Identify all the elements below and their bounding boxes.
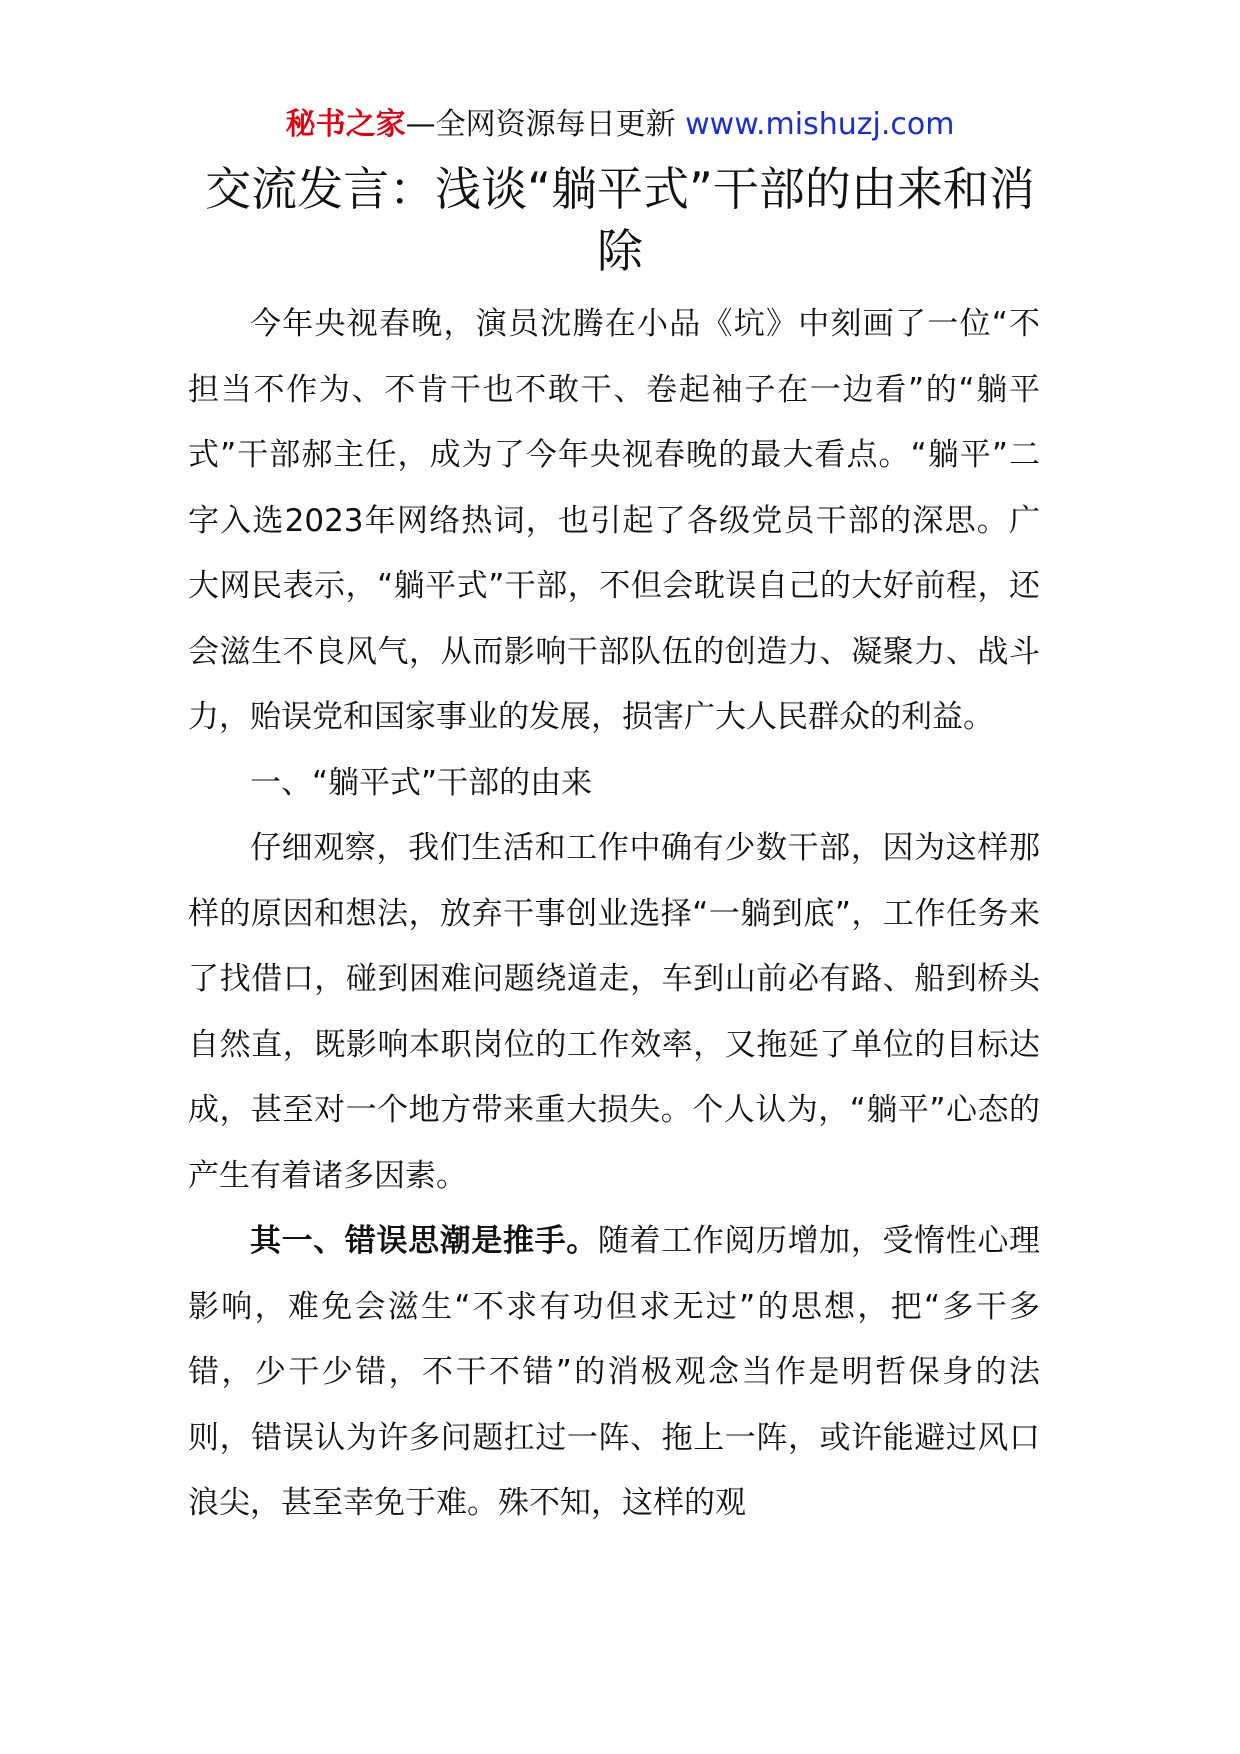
document-title: 交流发言：浅谈“躺平式”干部的由来和消除 [205,162,1035,278]
site-brand: 秘书之家 [285,107,406,142]
site-url-link[interactable]: www.mishuzj.com [685,107,955,142]
document-body [188,292,1040,1537]
section-heading-1 [188,751,1040,817]
paragraph-text: 随着工作阅历增加，受惰性心理影响，难免会滋生“不求有功但求无过”的思想，把“多干多错，少干少错，不干不错”的消极观念当作是明哲保身的法则，错误认为许多问题扛过一阵、拖上一阵，或许能避过风口浪尖，甚至幸免于难。殊不知，这样的观 [188,1223,1040,1521]
paragraph-text: 仔细观察，我们生活和工作中确有少数干部，因为这样那样的原因和想法，放弃干事创业选择“一躺到底”，工作任务来了找借口，碰到困难问题绕道走，车到山前必有路、船到桥头自然直，既影响本职岗位的工作效率，又拖延了单位的目标达成，甚至对一个地方带来重大损失。个人认为，“躺平”心态的产生有着诸多因素。 [188,830,1040,1194]
site-tagline: —全网资源每日更新 [405,107,676,142]
site-header [0,100,1240,150]
section-heading-text: 一、“躺平式”干部的由来 [250,764,593,801]
point-lead: 其一、错误思潮是推手。 [250,1223,598,1259]
paragraph-text: 今年央视春晚，演员沈腾在小品《坑》中刻画了一位“不担当不作为、不肯干也不敢干、卷起袖子在一边看”的“躺平式”干部郝主任，成为了今年央视春晚的最大看点。“躺平”二字入选2023年网络热词，也引起了各级党员干部的深思。广大网民表示，“躺平式”干部，不但会耽误自己的大好前程，还会滋生不良风气，从而影响干部队伍的创造力、凝聚力、战斗力，贻误党和国家事业的发展，损害广大人民群众的利益。 [188,306,1040,735]
paragraph-intro [188,292,1040,751]
paragraph-point-1 [188,1209,1040,1537]
paragraph-observation [188,816,1040,1209]
